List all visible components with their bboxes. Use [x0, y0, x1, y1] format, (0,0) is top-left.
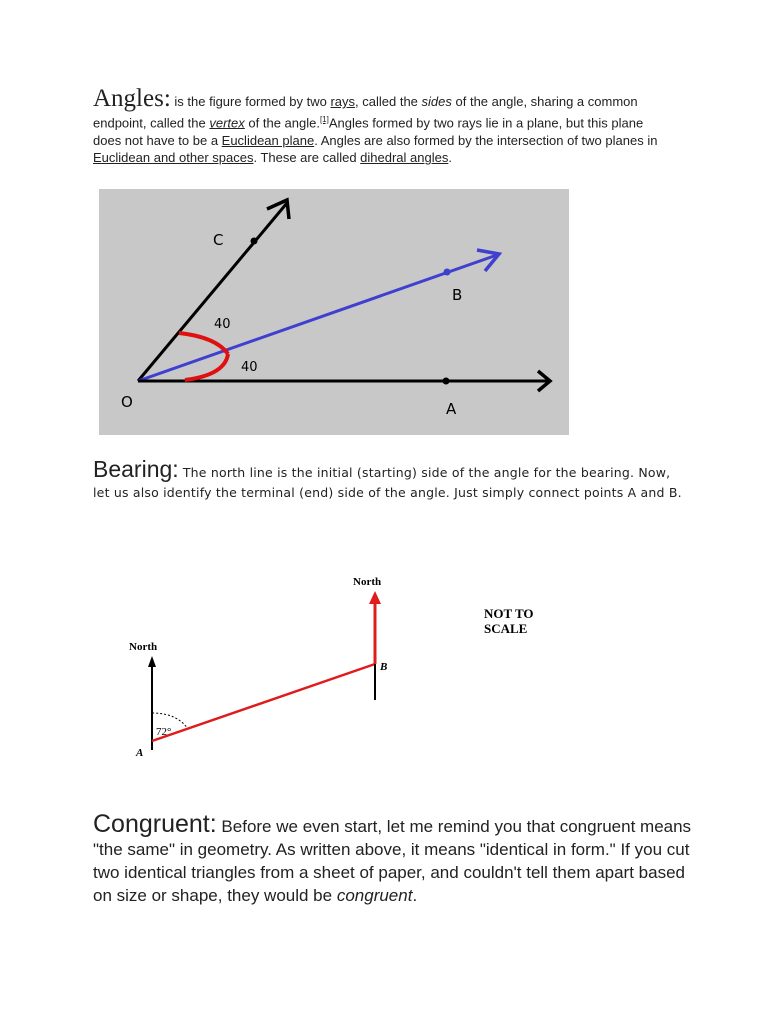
footnote-link[interactable]: [1]	[319, 115, 329, 124]
vertex-link[interactable]: vertex	[209, 115, 245, 131]
label-o: O	[121, 393, 133, 411]
congruent-text: .	[412, 886, 418, 905]
north-label-a: North	[129, 641, 158, 653]
congruent-definition	[93, 812, 693, 907]
angles-text: is the figure formed by two	[170, 94, 331, 109]
bearing-angle-label: 72°	[156, 726, 172, 738]
angle-label-upper: 40	[214, 317, 231, 332]
angles-text: of the angle, sharing a common endpoint, called the	[93, 94, 638, 131]
label-b: B	[452, 286, 463, 304]
angles-text: , called the	[355, 94, 422, 109]
angles-heading: Angles:	[93, 85, 171, 112]
bearing-heading: Bearing:	[93, 456, 179, 482]
angle-label-lower: 40	[241, 360, 258, 375]
angles-text: .	[448, 150, 452, 166]
not-to-scale-line1: NOT TO	[484, 606, 534, 621]
angle-diagram-svg	[99, 189, 569, 435]
bearing-text: The north line is the initial (starting) side of the angle for the bearing. Now, let us also identify the terminal (end) side of the angle. Just simply connect points A and B.	[93, 465, 682, 500]
angles-text: of the angle.	[244, 115, 320, 131]
point-a-label: A	[136, 747, 144, 759]
north-arrow-b	[369, 591, 381, 604]
line-ab	[152, 664, 375, 741]
angles-definition	[93, 86, 673, 167]
label-c: C	[213, 231, 224, 249]
label-a: A	[446, 400, 457, 418]
congruent-text: Before we even start, let me remind you that congruent means "the same" in geometry. As written above, it means "identical in form." If you cut two identical triangles from a sheet of paper, and couldn't tell them apart based on size or shape, they would be	[93, 817, 692, 905]
point-b	[444, 269, 451, 276]
north-arrow-a	[148, 656, 156, 667]
not-to-scale-line2: SCALE	[484, 621, 528, 636]
point-a	[443, 378, 450, 385]
congruent-heading: Congruent:	[93, 810, 217, 838]
angles-text: . Angles are also formed by the intersection of two planes in	[314, 132, 658, 148]
bearing-definition	[93, 458, 683, 503]
bearing-diagram	[92, 567, 574, 770]
dihedral-angles-link[interactable]: dihedral angles	[360, 150, 449, 166]
rays-link[interactable]: rays	[330, 94, 356, 109]
euclidean-plane-link[interactable]: Euclidean plane	[221, 132, 315, 148]
point-b-label: B	[380, 661, 388, 673]
angle-diagram	[99, 189, 569, 435]
sides-term: sides	[421, 94, 452, 109]
point-c	[251, 238, 258, 245]
bearing-diagram-svg	[92, 567, 574, 770]
angles-text: Angles formed by two rays lie in a plane, but this plane does not have to be a	[93, 115, 644, 148]
ray-oc-arrowhead	[267, 200, 289, 219]
euclidean-spaces-link[interactable]: Euclidean and other spaces	[93, 150, 254, 166]
angles-text: . These are called	[253, 150, 361, 166]
north-label-b: North	[353, 576, 382, 588]
congruent-term: congruent	[336, 886, 413, 905]
